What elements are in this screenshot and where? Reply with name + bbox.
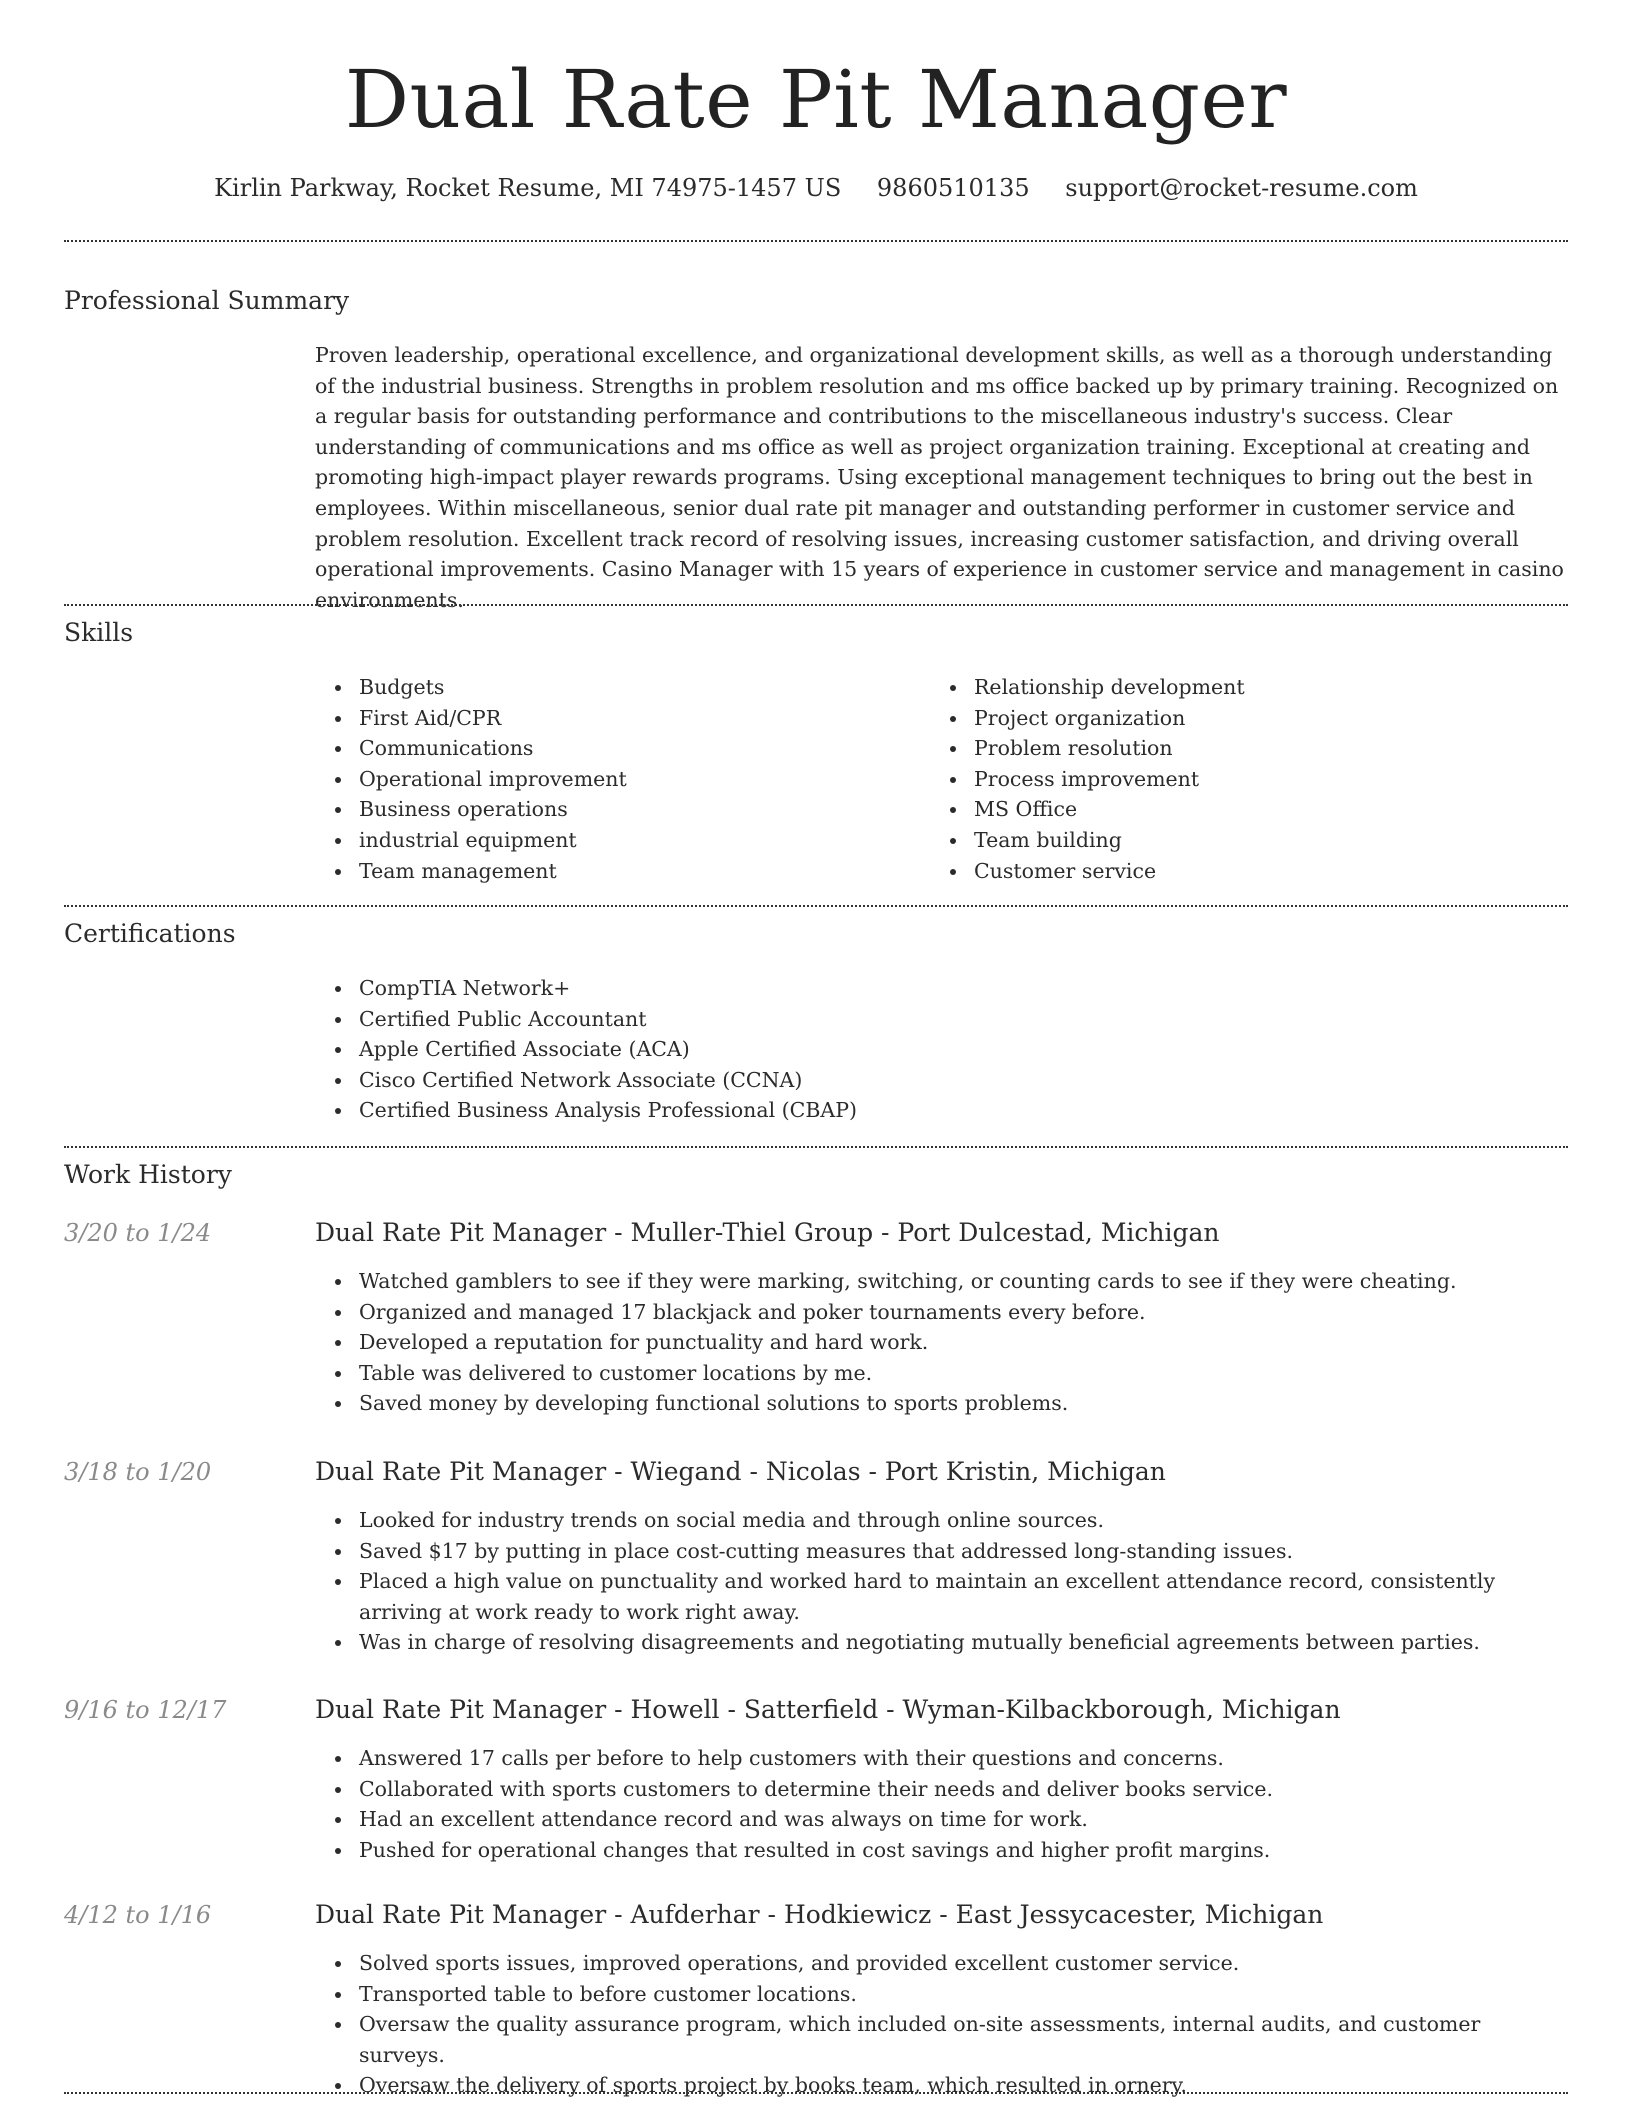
skills-heading: Skills <box>64 618 134 647</box>
skills-section <box>315 672 1568 886</box>
section-divider <box>64 905 1568 907</box>
certifications-list <box>315 973 1568 1126</box>
skill-item: Team building <box>974 825 1545 856</box>
contact-line <box>64 170 1568 206</box>
work-history-heading: Work History <box>64 1160 232 1189</box>
skill-item: MS Office <box>974 794 1545 825</box>
job-duty-item: Collaborated with sports customers to determine their needs and deliver books service. <box>359 1774 1568 1805</box>
summary-heading: Professional Summary <box>64 286 350 315</box>
skill-item: Problem resolution <box>974 733 1545 764</box>
job-duties <box>315 1266 1568 1419</box>
skill-item: Budgets <box>359 672 930 703</box>
job-duty-item: Developed a reputation for punctuality and hard work. <box>359 1327 1568 1358</box>
job-title: Dual Rate Pit Manager - Howell - Satterfield - Wyman-Kilbackborough, Michigan <box>315 1695 1341 1724</box>
skill-item: First Aid/CPR <box>359 703 930 734</box>
skills-list-left <box>315 672 930 886</box>
skill-item: Project organization <box>974 703 1545 734</box>
section-divider <box>64 240 1568 242</box>
job-duty-item: Table was delivered to customer locations by me. <box>359 1358 1568 1389</box>
job-duty-item: Answered 17 calls per before to help customers with their questions and concerns. <box>359 1743 1568 1774</box>
job-duty-item: Organized and managed 17 blackjack and poker tournaments every before. <box>359 1297 1568 1328</box>
certification-item: Apple Certified Associate (ACA) <box>359 1034 1568 1065</box>
summary-section <box>315 340 1568 615</box>
skill-item: Customer service <box>974 856 1545 887</box>
certification-item: Certified Business Analysis Professional (CBAP) <box>359 1095 1568 1126</box>
section-divider <box>64 1146 1568 1148</box>
job-duty-item: Oversaw the delivery of sports project by books team, which resulted in ornery. <box>359 2070 1568 2101</box>
skills-list-right <box>930 672 1545 886</box>
skill-item: Communications <box>359 733 930 764</box>
certification-item: Cisco Certified Network Associate (CCNA) <box>359 1065 1568 1096</box>
contact-address: Kirlin Parkway, Rocket Resume, MI 74975-1457 US <box>214 174 842 202</box>
job-duty-item: Watched gamblers to see if they were marking, switching, or counting cards to see if they were cheating. <box>359 1266 1568 1297</box>
job-duty-item: Saved $17 by putting in place cost-cutting measures that addressed long-standing issues. <box>359 1536 1568 1567</box>
skill-item: Operational improvement <box>359 764 930 795</box>
section-divider <box>64 604 1568 606</box>
job-dates: 3/18 to 1/20 <box>64 1458 212 1486</box>
skill-item: industrial equipment <box>359 825 930 856</box>
certifications-section <box>315 973 1568 1126</box>
job-duty-item: Transported table to before customer locations. <box>359 1979 1568 2010</box>
job-duty-item: Looked for industry trends on social media and through online sources. <box>359 1505 1568 1536</box>
job-title: Dual Rate Pit Manager - Wiegand - Nicolas - Port Kristin, Michigan <box>315 1457 1166 1486</box>
job-dates: 9/16 to 12/17 <box>64 1696 227 1724</box>
contact-email: support@rocket-resume.com <box>1065 174 1418 202</box>
job-duty-item: Oversaw the quality assurance program, which included on-site assessments, internal audits, and customer surveys. <box>359 2009 1568 2070</box>
section-divider <box>64 2092 1568 2094</box>
job-duty-item: Was in charge of resolving disagreements and negotiating mutually beneficial agreements between parties. <box>359 1627 1568 1658</box>
job-title: Dual Rate Pit Manager - Aufderhar - Hodkiewicz - East Jessycacester, Michigan <box>315 1900 1324 1929</box>
job-duty-item: Placed a high value on punctuality and worked hard to maintain an excellent attendance record, consistently arriving at work ready to work right away. <box>359 1566 1568 1627</box>
job-duties <box>315 1743 1568 1865</box>
contact-phone: 9860510135 <box>876 174 1030 202</box>
job-dates: 4/12 to 1/16 <box>64 1901 212 1929</box>
candidate-name: Dual Rate Pit Manager <box>344 53 1288 146</box>
certification-item: Certified Public Accountant <box>359 1004 1568 1035</box>
job-title: Dual Rate Pit Manager - Muller-Thiel Group - Port Dulcestad, Michigan <box>315 1218 1220 1247</box>
job-duty-item: Pushed for operational changes that resulted in cost savings and higher profit margins. <box>359 1835 1568 1866</box>
skill-item: Team management <box>359 856 930 887</box>
skill-item: Relationship development <box>974 672 1545 703</box>
skill-item: Business operations <box>359 794 930 825</box>
job-duties <box>315 1505 1568 1658</box>
job-duty-item: Solved sports issues, improved operations, and provided excellent customer service. <box>359 1948 1568 1979</box>
job-duty-item: Had an excellent attendance record and was always on time for work. <box>359 1804 1568 1835</box>
summary-text: Proven leadership, operational excellence, and organizational development skills, as well as a thorough understanding of the industrial business. Strengths in problem resolution and ms office backed up by primary training. Recognized on a regular basis for outstanding performance and contributions to the miscellaneous industry's success. Clear understanding of communications and ms office as well as project organization training. Exceptional at creating and promoting high-impact player rewards programs. Using exceptional management techniques to bring out the best in employees. Within miscellaneous, senior dual rate pit manager and outstanding performer in customer service and problem resolution. Excellent track record of resolving issues, increasing customer satisfaction, and driving overall operational improvements. Casino Manager with 15 years of experience in customer service and management in casino environments. <box>315 343 1564 612</box>
job-duties <box>315 1948 1568 2101</box>
certifications-heading: Certifications <box>64 919 236 948</box>
job-dates: 3/20 to 1/24 <box>64 1219 212 1247</box>
skill-item: Process improvement <box>974 764 1545 795</box>
job-duty-item: Saved money by developing functional solutions to sports problems. <box>359 1388 1568 1419</box>
certification-item: CompTIA Network+ <box>359 973 1568 1004</box>
